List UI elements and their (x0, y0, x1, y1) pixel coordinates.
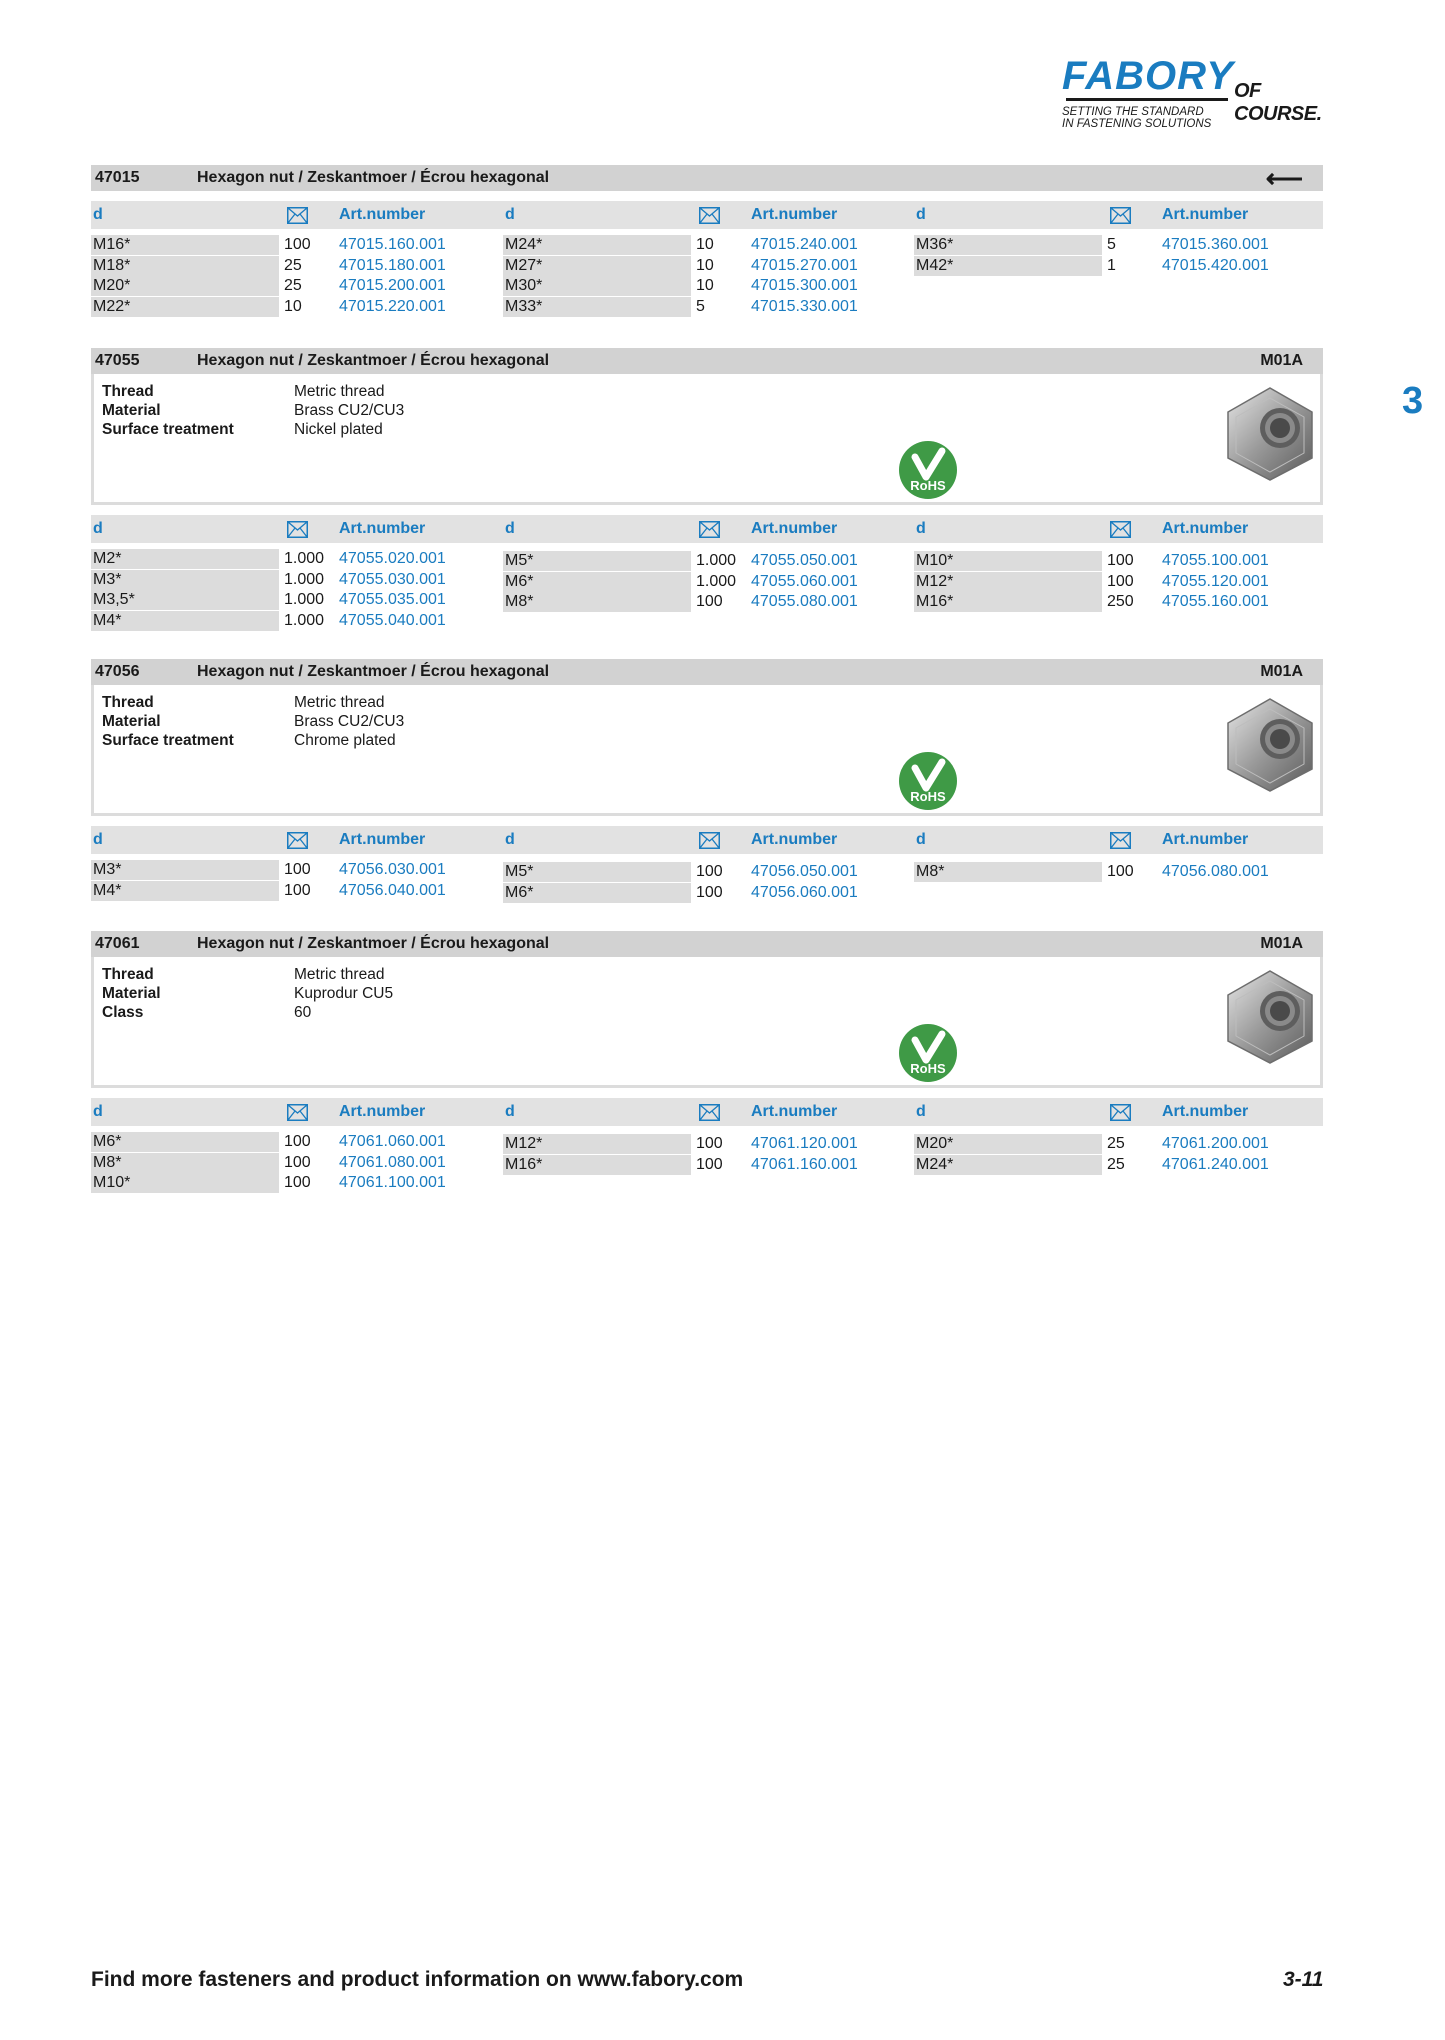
article-number-link[interactable]: 47061.240.001 (1162, 1155, 1269, 1173)
table-row (91, 256, 491, 276)
article-number-link[interactable]: 47056.030.001 (339, 861, 446, 878)
size-cell: M18* (91, 256, 279, 276)
table-row (914, 1134, 1314, 1154)
table-row (91, 860, 491, 880)
article-number-link[interactable]: 47015.270.001 (751, 256, 858, 274)
article-number-link[interactable]: 47055.080.001 (751, 593, 858, 611)
section-47061 (91, 931, 1323, 1198)
column-header-d: d (505, 206, 515, 223)
article-number-link[interactable]: 47015.200.001 (339, 277, 446, 295)
table-row (91, 570, 491, 590)
quantity-cell: 100 (284, 881, 311, 899)
section-47055 (91, 348, 1323, 635)
svg-text:RoHS: RoHS (910, 478, 946, 493)
article-number-link[interactable]: 47056.080.001 (1162, 863, 1269, 880)
table-rows (91, 860, 1323, 905)
table-row (914, 862, 1314, 882)
quantity-cell: 100 (696, 863, 723, 880)
column-header-art-number: Art.number (1162, 1103, 1249, 1120)
table-rows (91, 1132, 1323, 1198)
size-cell: M36* (914, 235, 1102, 255)
size-cell: M6* (503, 883, 691, 903)
article-number-link[interactable]: 47055.100.001 (1162, 552, 1269, 569)
section-header (91, 931, 1323, 957)
envelope-icon (699, 1104, 720, 1121)
article-number-link[interactable]: 47015.160.001 (339, 236, 446, 253)
property-label: Thread (102, 694, 154, 711)
property-label: Surface treatment (102, 421, 234, 438)
article-number-link[interactable]: 47056.050.001 (751, 863, 858, 880)
column-header-d: d (916, 1103, 926, 1120)
table-row (914, 551, 1314, 571)
section-tag: M01A (1260, 352, 1303, 369)
size-cell: M24* (503, 235, 691, 255)
size-cell: M3,5* (91, 590, 279, 610)
article-number-link[interactable]: 47061.060.001 (339, 1133, 446, 1150)
article-number-link[interactable]: 47061.160.001 (751, 1155, 858, 1173)
envelope-icon (1110, 1104, 1131, 1121)
size-cell: M10* (914, 551, 1102, 571)
size-cell: M12* (503, 1134, 691, 1154)
quantity-cell: 25 (284, 256, 302, 274)
article-number-link[interactable]: 47061.120.001 (751, 1135, 858, 1152)
section-tag: M01A (1260, 663, 1303, 680)
table-row (503, 883, 903, 903)
rohs-badge-icon (898, 751, 958, 811)
quantity-cell: 100 (284, 1174, 311, 1192)
property-value: Metric thread (294, 694, 385, 711)
table-row (91, 611, 491, 631)
column-header-d: d (93, 831, 103, 848)
article-number-link[interactable]: 47056.060.001 (751, 883, 858, 901)
table-row (503, 551, 903, 571)
column-header-art-number: Art.number (751, 831, 838, 848)
table-row (503, 572, 903, 592)
property-values (294, 965, 393, 1022)
property-label: Thread (102, 383, 154, 400)
quantity-cell: 250 (1107, 593, 1134, 611)
section-code: 47015 (95, 169, 140, 186)
back-arrow-icon[interactable]: ⟵ (1265, 163, 1303, 193)
table-row (914, 572, 1314, 592)
size-cell: M8* (91, 1153, 279, 1173)
quantity-cell: 1 (1107, 256, 1116, 274)
column-header-art-number: Art.number (1162, 520, 1249, 537)
hexagon-nut-image (1222, 967, 1318, 1067)
table-header (91, 515, 1323, 543)
size-cell: M5* (503, 862, 691, 882)
property-label: Thread (102, 966, 154, 983)
section-header (91, 165, 1323, 191)
size-cell: M6* (91, 1132, 279, 1152)
quantity-cell: 1.000 (284, 570, 325, 588)
table-row (91, 1132, 491, 1152)
table-rows (91, 235, 1323, 321)
section-47056 (91, 659, 1323, 905)
section-header (91, 659, 1323, 685)
article-number-link[interactable]: 47055.030.001 (339, 570, 446, 588)
envelope-icon (287, 1104, 308, 1121)
envelope-icon (1110, 207, 1131, 224)
quantity-cell: 1.000 (696, 572, 737, 590)
table-row (914, 592, 1314, 612)
size-cell: M16* (503, 1155, 691, 1175)
product-info (91, 374, 1323, 505)
brand-name: FABORY (1062, 54, 1234, 98)
article-number-link[interactable]: 47015.180.001 (339, 256, 446, 274)
section-tag: M01A (1260, 935, 1303, 952)
quantity-cell: 25 (1107, 1155, 1125, 1173)
size-cell: M8* (914, 862, 1102, 882)
quantity-cell: 100 (696, 593, 723, 611)
column-header-d: d (916, 206, 926, 223)
size-cell: M20* (914, 1134, 1102, 1154)
svg-text:RoHS: RoHS (910, 1061, 946, 1076)
property-values (294, 382, 404, 439)
table-row (914, 235, 1314, 255)
table-row (91, 1173, 491, 1193)
quantity-cell: 100 (696, 1135, 723, 1152)
article-number-link[interactable]: 47055.160.001 (1162, 593, 1269, 611)
column-header-d: d (505, 831, 515, 848)
envelope-icon (699, 521, 720, 538)
size-cell: M10* (91, 1173, 279, 1193)
article-number-link[interactable]: 47055.020.001 (339, 550, 446, 567)
column-header-d: d (505, 520, 515, 537)
column-header-d: d (93, 520, 103, 537)
size-cell: M24* (914, 1155, 1102, 1175)
property-value: Metric thread (294, 966, 385, 983)
svg-text:RoHS: RoHS (910, 789, 946, 804)
table-row (503, 1134, 903, 1154)
size-cell: M4* (91, 881, 279, 901)
size-cell: M3* (91, 570, 279, 590)
table-header (91, 201, 1323, 229)
size-cell: M8* (503, 592, 691, 612)
size-cell: M16* (91, 235, 279, 255)
column-header-d: d (916, 520, 926, 537)
table-row (91, 1153, 491, 1173)
column-header-art-number: Art.number (339, 1103, 426, 1120)
logo-underline (1066, 98, 1228, 101)
quantity-cell: 100 (696, 1155, 723, 1173)
table-row (914, 256, 1314, 276)
table-row (914, 1155, 1314, 1175)
size-cell: M5* (503, 551, 691, 571)
envelope-icon (287, 832, 308, 849)
property-value: Brass CU2/CU3 (294, 713, 405, 730)
envelope-icon (699, 207, 720, 224)
column-header-art-number: Art.number (751, 520, 838, 537)
quantity-cell: 100 (696, 883, 723, 901)
hexagon-nut-image (1222, 695, 1318, 795)
article-number-link[interactable]: 47061.200.001 (1162, 1135, 1269, 1152)
property-labels (102, 693, 234, 750)
quantity-cell: 1.000 (284, 550, 325, 567)
table-row (91, 235, 491, 255)
section-header (91, 348, 1323, 374)
size-cell: M12* (914, 572, 1102, 592)
size-cell: M3* (91, 860, 279, 880)
quantity-cell: 100 (284, 236, 311, 253)
quantity-cell: 5 (696, 297, 705, 315)
section-title: Hexagon nut / Zeskantmoer / Écrou hexagonal (197, 935, 550, 952)
property-labels (102, 382, 234, 439)
property-labels (102, 965, 161, 1022)
brand-slogan: OF COURSE. (1234, 80, 1322, 125)
chapter-number: 3 (1402, 380, 1424, 422)
table-header (91, 826, 1323, 854)
property-value: Brass CU2/CU3 (294, 402, 405, 419)
brand-tagline: SETTING THE STANDARD IN FASTENING SOLUTIONS (1062, 106, 1212, 130)
article-number-link[interactable]: 47055.040.001 (339, 611, 446, 629)
size-cell: M42* (914, 256, 1102, 276)
size-cell: M27* (503, 256, 691, 276)
size-cell: M22* (91, 297, 279, 317)
column-header-art-number: Art.number (751, 1103, 838, 1120)
article-number-link[interactable]: 47015.240.001 (751, 236, 858, 253)
section-code: 47055 (95, 352, 140, 369)
table-rows (91, 549, 1323, 635)
fabory-logo (1062, 54, 1352, 134)
quantity-cell: 100 (1107, 572, 1134, 590)
article-number-link[interactable]: 47061.100.001 (339, 1174, 446, 1192)
envelope-icon (699, 832, 720, 849)
column-header-d: d (93, 1103, 103, 1120)
article-number-link[interactable]: 47055.120.001 (1162, 572, 1269, 590)
property-value: Nickel plated (294, 421, 383, 438)
property-value: Metric thread (294, 383, 385, 400)
property-label: Class (102, 1004, 144, 1021)
property-label: Material (102, 402, 161, 419)
product-info (91, 957, 1323, 1088)
section-47015 (91, 165, 1323, 321)
quantity-cell: 100 (284, 1133, 311, 1150)
table-row (503, 592, 903, 612)
property-value: Chrome plated (294, 732, 396, 749)
property-values (294, 693, 404, 750)
rohs-badge-icon (898, 1023, 958, 1083)
table-row (91, 881, 491, 901)
quantity-cell: 25 (284, 277, 302, 295)
size-cell: M20* (91, 276, 279, 296)
rohs-badge-icon (898, 440, 958, 500)
table-header (91, 1098, 1323, 1126)
article-number-link[interactable]: 47055.050.001 (751, 552, 858, 569)
article-number-link[interactable]: 47055.035.001 (339, 591, 446, 609)
article-number-link[interactable]: 47015.220.001 (339, 297, 446, 315)
table-row (503, 256, 903, 276)
envelope-icon (287, 207, 308, 224)
quantity-cell: 100 (1107, 863, 1134, 880)
table-row (503, 235, 903, 255)
size-cell: M6* (503, 572, 691, 592)
footer-text: Find more fasteners and product information on www.fabory.com (91, 1968, 744, 1991)
property-label: Material (102, 985, 161, 1002)
table-row (91, 276, 491, 296)
property-value: 60 (294, 1004, 312, 1021)
size-cell: M4* (91, 611, 279, 631)
article-number-link[interactable]: 47061.080.001 (339, 1153, 446, 1171)
column-header-d: d (505, 1103, 515, 1120)
article-number-link[interactable]: 47055.060.001 (751, 572, 858, 590)
quantity-cell: 1.000 (284, 591, 325, 609)
quantity-cell: 1.000 (284, 611, 325, 629)
envelope-icon (1110, 832, 1131, 849)
property-label: Surface treatment (102, 732, 234, 749)
product-info (91, 685, 1323, 816)
article-number-link[interactable]: 47015.330.001 (751, 297, 858, 315)
size-cell: M16* (914, 592, 1102, 612)
column-header-art-number: Art.number (1162, 831, 1249, 848)
quantity-cell: 10 (696, 236, 714, 253)
column-header-art-number: Art.number (339, 206, 426, 223)
size-cell: M33* (503, 297, 691, 317)
section-title: Hexagon nut / Zeskantmoer / Écrou hexagonal (197, 352, 550, 369)
table-row (503, 1155, 903, 1175)
property-value: Kuprodur CU5 (294, 985, 394, 1002)
section-code: 47056 (95, 663, 140, 680)
article-number-link[interactable]: 47056.040.001 (339, 881, 446, 899)
column-header-d: d (916, 831, 926, 848)
envelope-icon (287, 521, 308, 538)
column-header-art-number: Art.number (339, 831, 426, 848)
quantity-cell: 100 (284, 861, 311, 878)
size-cell: M30* (503, 276, 691, 296)
section-code: 47061 (95, 935, 140, 952)
hexagon-nut-image (1222, 384, 1318, 484)
article-number-link[interactable]: 47015.300.001 (751, 277, 858, 295)
quantity-cell: 10 (696, 256, 714, 274)
table-row (503, 862, 903, 882)
table-row (91, 297, 491, 317)
envelope-icon (1110, 521, 1131, 538)
table-row (503, 297, 903, 317)
table-row (91, 590, 491, 610)
section-title: Hexagon nut / Zeskantmoer / Écrou hexagonal (197, 169, 550, 186)
quantity-cell: 100 (284, 1153, 311, 1171)
column-header-art-number: Art.number (339, 520, 426, 537)
property-label: Material (102, 713, 161, 730)
section-title: Hexagon nut / Zeskantmoer / Écrou hexagonal (197, 663, 550, 680)
quantity-cell: 5 (1107, 236, 1116, 253)
article-number-link[interactable]: 47015.420.001 (1162, 256, 1269, 274)
quantity-cell: 25 (1107, 1135, 1125, 1152)
quantity-cell: 100 (1107, 552, 1134, 569)
table-row (91, 549, 491, 569)
column-header-art-number: Art.number (751, 206, 838, 223)
table-row (503, 276, 903, 296)
quantity-cell: 1.000 (696, 552, 737, 569)
column-header-d: d (93, 206, 103, 223)
page-number: 3-11 (1283, 1968, 1324, 1991)
column-header-art-number: Art.number (1162, 206, 1249, 223)
quantity-cell: 10 (284, 297, 302, 315)
article-number-link[interactable]: 47015.360.001 (1162, 236, 1269, 253)
size-cell: M2* (91, 549, 279, 569)
quantity-cell: 10 (696, 277, 714, 295)
